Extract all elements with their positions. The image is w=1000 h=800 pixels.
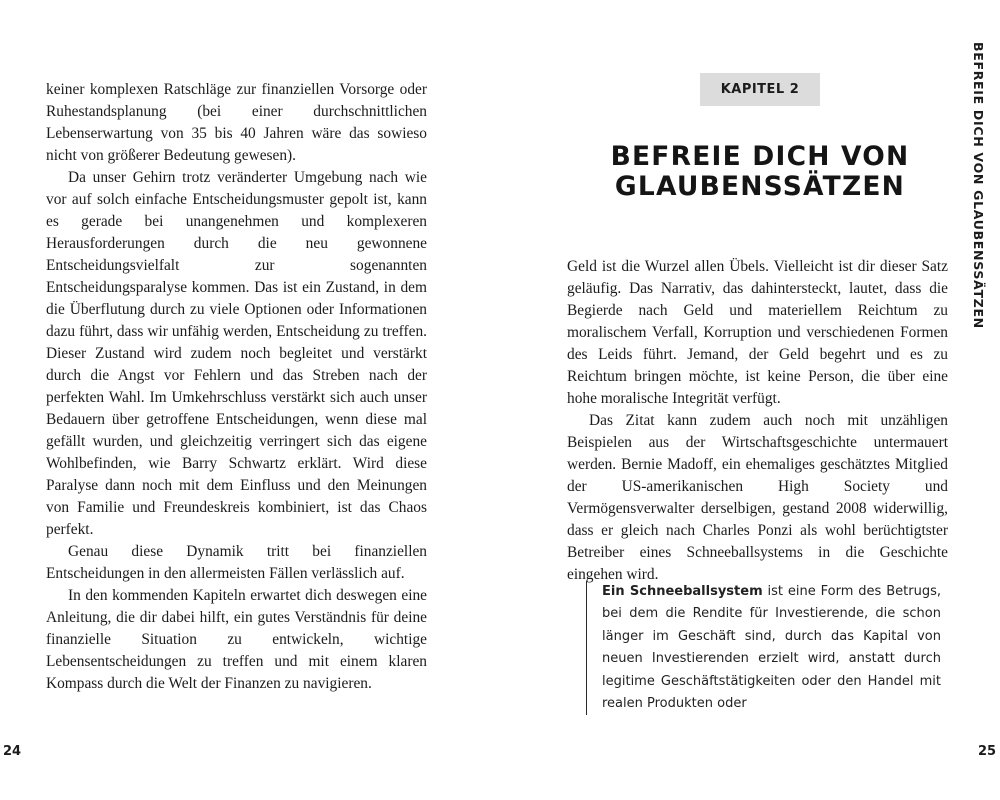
chapter-title [560, 142, 960, 202]
paragraph: In den kommenden Kapiteln erwartet dich deswegen eine Anleitung, die dir dabei hilft, ein gutes Verständnis für deine finanzielle Situation zu entwickeln, wichtige Lebensentscheidungen zu treffen und mit einem klaren Kompass durch die Welt der Finanzen zu navigieren. [46, 587, 427, 692]
infobox-text: ist eine Form des Betrugs, bei dem die Rendite für Investierende, die schon länger im Geschäft sind, durch das Kapital von neuen Investierenden erzielt wird, anstatt durch legitime Geschäftstätigkeiten oder den Handel mit realen Produkten oder [602, 584, 941, 712]
paragraph: keiner komplexen Ratschläge zur finanziellen Vorsorge oder Ruhestandsplanung (bei einer durchschnittlichen Lebenserwartung von 35 bis 40 Jahren wäre das sowieso nicht von größerer Bedeutung gewesen). [46, 81, 427, 164]
paragraph: Da unser Gehirn trotz veränderter Umgebung nach wie vor auf solch einfache Entscheidungsmuster gepolt ist, kann es gerade bei unangenehmen und komplexeren Herausforderungen durch die neu gewonnene Entscheidungsvielfalt zur sogenannten Entscheidungsparalyse kommen. Das ist ein Zustand, in dem die Überflutung durch zu viele Optionen oder Informationen dazu führt, dass wir unfähig werden, Entscheidung zu treffen. Dieser Zustand wird zudem noch begleitet und verstärkt durch die Angst vor Fehlern und das Streben nach der perfekten Wahl. Im Umkehrschluss verstärkt sich auch unser Bedauern über getroffene Entscheidungen, wenn diese mal gefällt wurden, und gleichzeitig verringert sich das eigene Wohlbefinden, wie Barry Schwartz erklärt. Wird diese Paralyse dann noch mit dem Einfluss und den Meinungen von Familie und Freundeskreis kombiniert, ist das Chaos perfekt. [46, 169, 427, 538]
left-body-text [46, 79, 427, 695]
paragraph: Genau diese Dynamik tritt bei finanziellen Entscheidungen in den allermeisten Fällen verlässlich auf. [46, 543, 427, 582]
page-number-right: 25 [978, 744, 997, 759]
page-number-left: 24 [3, 744, 22, 759]
infobox-term: Ein Schneeballsystem [602, 584, 763, 599]
paragraph: Das Zitat kann zudem auch noch mit unzähligen Beispielen aus der Wirtschaftsgeschichte untermauert werden. Bernie Madoff, ein ehemaliges geschätztes Mitglied der US-amerikanischen High Society und Vermögensverwalter derselbigen, gestand 2008 widerwillig, dass er gleich nach Charles Ponzi als wohl berüchtigtster Betreiber eines Schneeballsystems in die Geschichte eingehen wird. [567, 412, 948, 583]
chapter-label: KAPITEL 2 [700, 73, 820, 106]
running-head: BEFREIE DICH VON GLAUBENSSÄTZEN [971, 42, 986, 329]
chapter-title-line1: BEFREIE DICH VON [610, 141, 910, 172]
chapter-title-line2: GLAUBENSSÄTZEN [614, 171, 906, 202]
right-page [500, 0, 1000, 800]
paragraph: Geld ist die Wurzel allen Übels. Vielleicht ist dir dieser Satz geläufig. Das Narrativ, das dahintersteckt, lautet, dass die Begierde nach Geld und materiellem Reichtum zu moralischem Verfall, Korruption und verschiedenen Formen des Leids führt. Jemand, der Geld begehrt und es zu Reichtum bringen möchte, ist keine Person, die über eine hohe moralische Integrität verfügt. [567, 258, 948, 407]
definition-infobox [586, 581, 941, 715]
right-body-text [567, 256, 948, 586]
